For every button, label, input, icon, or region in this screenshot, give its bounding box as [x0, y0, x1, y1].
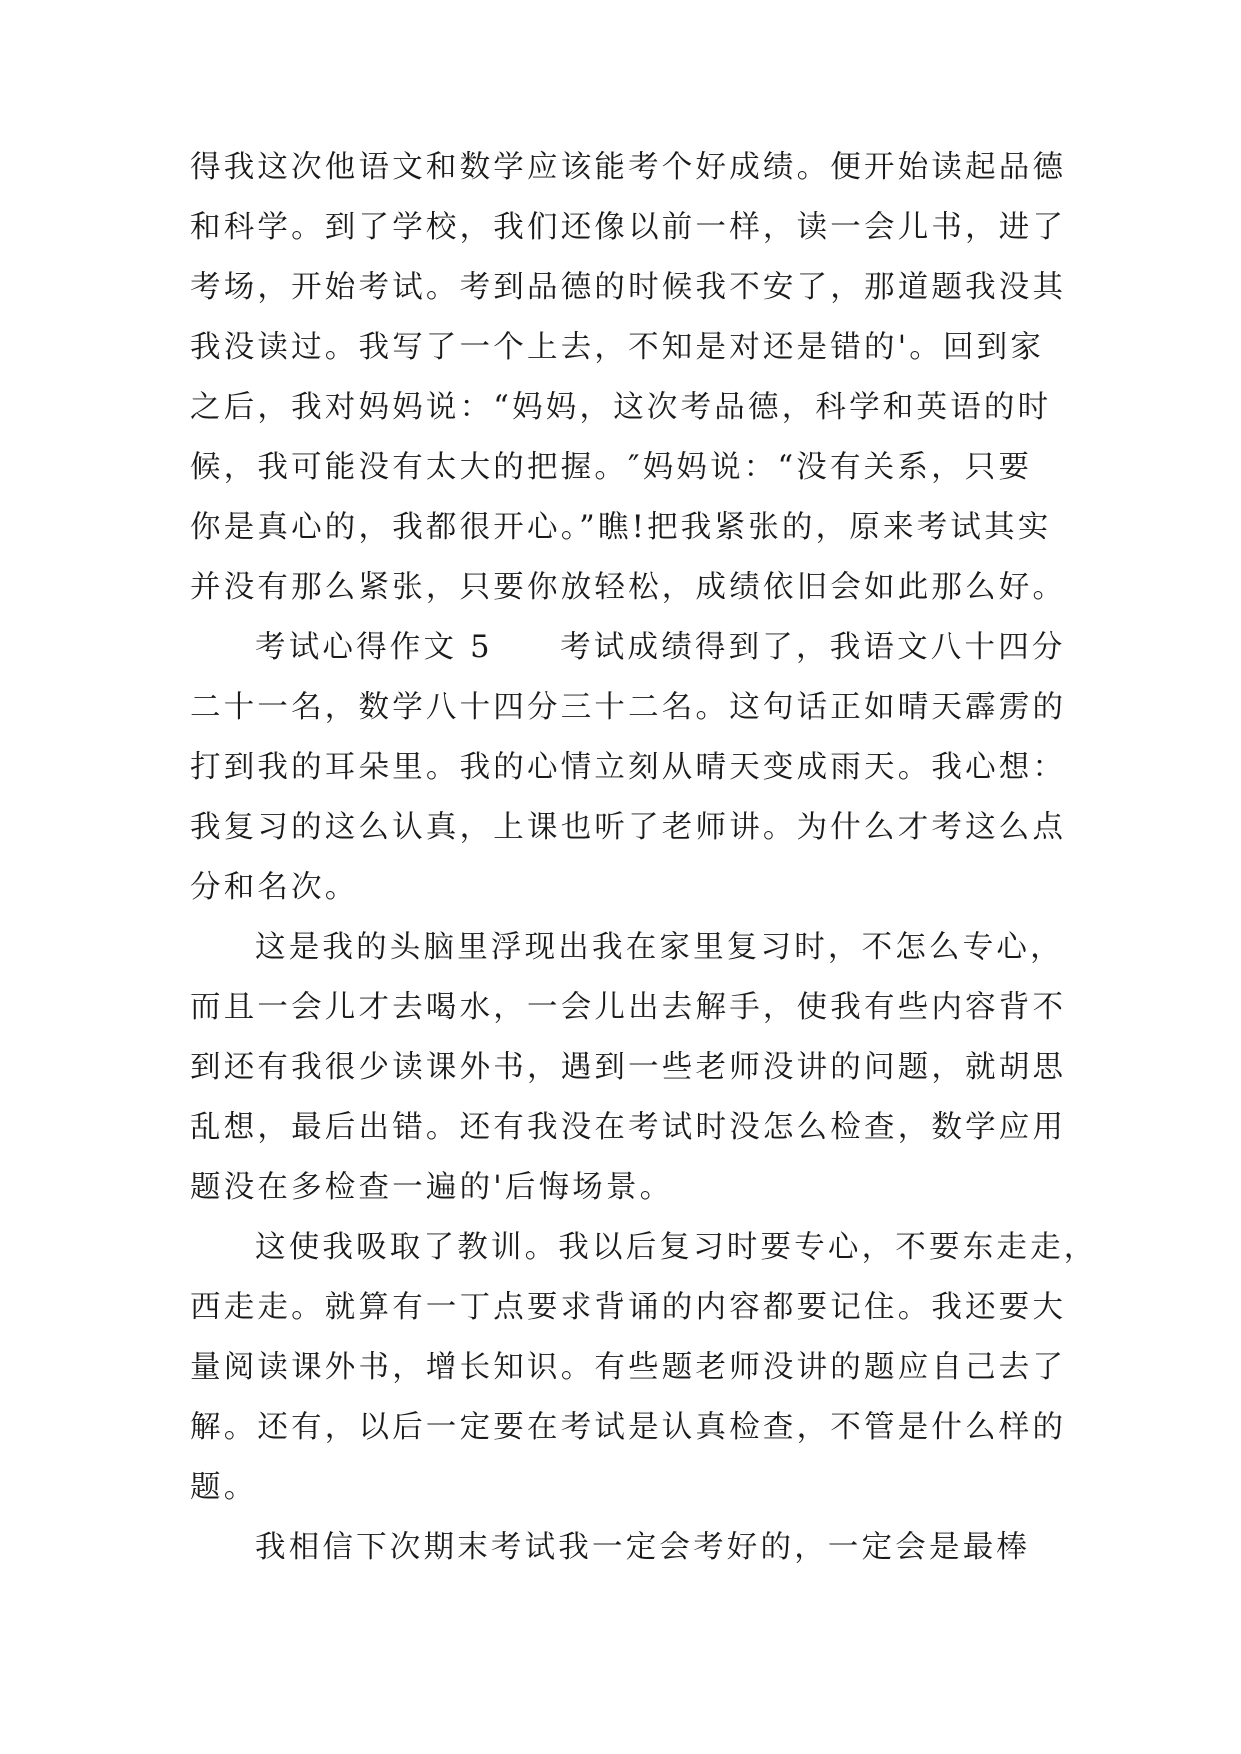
- text-line-5: 之后，我对妈妈说：“妈妈，这次考品德，科学和英语的时: [190, 390, 1052, 425]
- text-line-23: 题。: [190, 1470, 258, 1505]
- text-line-1: 得我这次他语文和数学应该能考个好成绩。便开始读起品德: [190, 150, 1067, 185]
- text-line-3: 考场，开始考试。考到品德的时候我不安了，那道题我没其: [190, 270, 1067, 305]
- text-line-7: 你是真心的，我都很开心。”瞧!把我紧张的，原来考试其实: [190, 510, 1052, 545]
- text-line-21: 量阅读课外书，增长知识。有些题老师没讲的题应自己去了: [190, 1350, 1067, 1385]
- text-line-22: 解。还有，以后一定要在考试是认真检查，不管是什么样的: [190, 1410, 1067, 1445]
- text-line-4: 我没读过。我写了一个上去，不知是对还是错的'。回到家: [190, 330, 1045, 365]
- text-line-12: 我复习的这么认真，上课也听了老师讲。为什么才考这么点: [190, 810, 1067, 845]
- text-line-15: 而且一会儿才去喝水，一会儿出去解手，使我有些内容背不: [190, 990, 1067, 1025]
- text-line-17: 乱想，最后出错。还有我没在考试时没怎么检查，数学应用: [190, 1110, 1067, 1145]
- text-line-2: 和科学。到了学校，我们还像以前一样，读一会儿书，进了: [190, 210, 1067, 245]
- text-line-20: 西走走。就算有一丁点要求背诵的内容都要记住。我还要大: [190, 1290, 1067, 1325]
- text-line-13: 分和名次。: [190, 870, 359, 905]
- text-line-19: 这使我吸取了教训。我以后复习时要专心，不要东走走，: [255, 1230, 1098, 1265]
- text-line-11: 打到我的耳朵里。我的心情立刻从晴天变成雨天。我心想：: [190, 750, 1067, 785]
- text-line-18: 题没在多检查一遍的'后悔场景。: [190, 1170, 674, 1205]
- text-line-24: 我相信下次期末考试我一定会考好的，一定会是最棒: [255, 1530, 1031, 1565]
- text-line-8: 并没有那么紧张，只要你放轻松，成绩依旧会如此那么好。: [190, 570, 1067, 605]
- text-line-6: 候，我可能没有太大的把握。″妈妈说：“没有关系，只要: [190, 450, 1033, 485]
- text-line-10: 二十一名，数学八十四分三十二名。这句话正如晴天霹雳的: [190, 690, 1067, 725]
- text-line-16: 到还有我很少读课外书，遇到一些老师没讲的问题，就胡思: [190, 1050, 1067, 1085]
- text-line-14: 这是我的头脑里浮现出我在家里复习时，不怎么专心，: [255, 930, 1064, 965]
- section-heading-line: 考试心得作文 5 考试成绩得到了，我语文八十四分: [255, 630, 1066, 665]
